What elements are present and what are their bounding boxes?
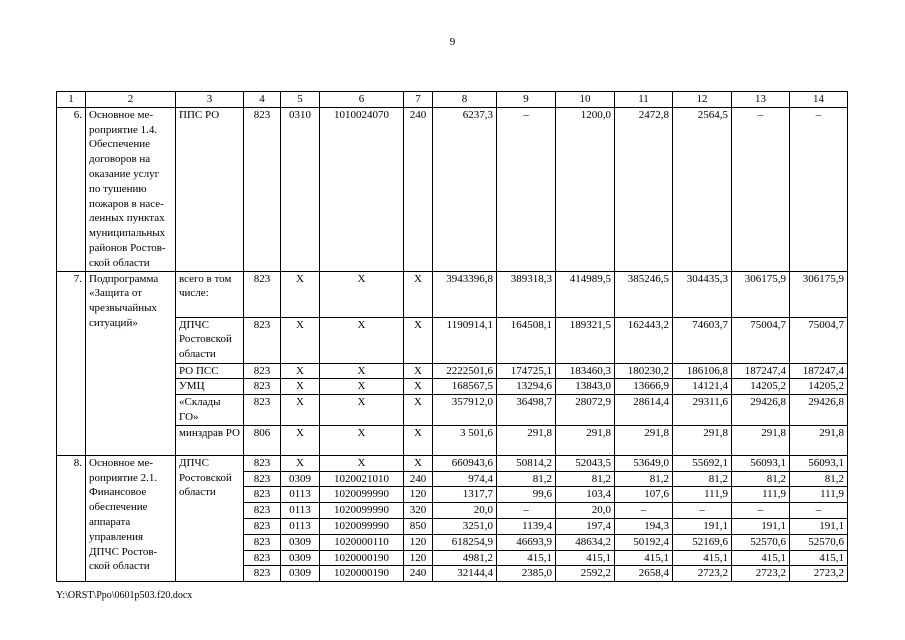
value-cell: 75004,7 (790, 317, 848, 363)
activity-name: Основное ме-роприятие 2.1. Финансовое обеспечение аппарата управления ДПЧС Ростов-ской области (86, 455, 176, 581)
value-cell: Х (320, 395, 404, 426)
value-cell: 52570,6 (732, 534, 790, 550)
value-cell: 14205,2 (790, 379, 848, 395)
value-cell: 240 (404, 107, 433, 271)
column-header: 6 (320, 92, 404, 108)
executor: РО ПСС (176, 363, 244, 379)
value-cell: 414989,5 (556, 271, 615, 317)
value-cell: 2222501,6 (433, 363, 497, 379)
value-cell: 81,2 (556, 471, 615, 487)
value-cell: 823 (244, 471, 281, 487)
executor: минздрав РО (176, 425, 244, 455)
value-cell: Х (320, 271, 404, 317)
table-row (57, 271, 848, 317)
value-cell: 306175,9 (732, 271, 790, 317)
column-header: 10 (556, 92, 615, 108)
column-header: 3 (176, 92, 244, 108)
value-cell: 187247,4 (790, 363, 848, 379)
value-cell: 174725,1 (497, 363, 556, 379)
column-header: 4 (244, 92, 281, 108)
value-cell: 1317,7 (433, 487, 497, 503)
value-cell: 3 501,6 (433, 425, 497, 455)
table-row (57, 425, 848, 455)
value-cell: 240 (404, 566, 433, 582)
value-cell: 32144,4 (433, 566, 497, 582)
value-cell: 0113 (281, 487, 320, 503)
value-cell: 2385,0 (497, 566, 556, 582)
column-header: 9 (497, 92, 556, 108)
value-cell: 180230,2 (615, 363, 673, 379)
value-cell: 385246,5 (615, 271, 673, 317)
value-cell: 823 (244, 550, 281, 566)
value-cell: 111,9 (673, 487, 732, 503)
value-cell: 48634,2 (556, 534, 615, 550)
value-cell: – (497, 107, 556, 271)
executor: «Склады ГО» (176, 395, 244, 426)
value-cell: 1020099990 (320, 518, 404, 534)
table-header-row (57, 92, 848, 108)
table-row (57, 363, 848, 379)
value-cell: Х (281, 271, 320, 317)
column-header: 8 (433, 92, 497, 108)
value-cell: 1190914,1 (433, 317, 497, 363)
value-cell: – (615, 503, 673, 519)
value-cell: 189321,5 (556, 317, 615, 363)
value-cell: 415,1 (615, 550, 673, 566)
value-cell: 164508,1 (497, 317, 556, 363)
value-cell: Х (404, 425, 433, 455)
value-cell: 3251,0 (433, 518, 497, 534)
value-cell: 389318,3 (497, 271, 556, 317)
value-cell: 20,0 (433, 503, 497, 519)
value-cell: 823 (244, 379, 281, 395)
value-cell: Х (281, 379, 320, 395)
value-cell: 850 (404, 518, 433, 534)
value-cell: 304435,3 (673, 271, 732, 317)
value-cell: 415,1 (673, 550, 732, 566)
value-cell: 1020000190 (320, 550, 404, 566)
value-cell: 823 (244, 566, 281, 582)
value-cell: 618254,9 (433, 534, 497, 550)
value-cell: 81,2 (790, 471, 848, 487)
value-cell: 29426,8 (790, 395, 848, 426)
value-cell: 50814,2 (497, 455, 556, 471)
value-cell: 111,9 (790, 487, 848, 503)
value-cell: Х (404, 363, 433, 379)
value-cell: 2472,8 (615, 107, 673, 271)
activity-name: Подпрограмма «Защита от чрезвычайных ситуаций» (86, 271, 176, 455)
value-cell: 56093,1 (790, 455, 848, 471)
value-cell: 13843,0 (556, 379, 615, 395)
value-cell: 56093,1 (732, 455, 790, 471)
value-cell: 3943396,8 (433, 271, 497, 317)
value-cell: 974,4 (433, 471, 497, 487)
value-cell: 2592,2 (556, 566, 615, 582)
value-cell: 120 (404, 550, 433, 566)
value-cell: 823 (244, 503, 281, 519)
value-cell: 0310 (281, 107, 320, 271)
value-cell: 1200,0 (556, 107, 615, 271)
row-number: 8. (57, 455, 86, 581)
activity-name: Основное ме-роприятие 1.4. Обеспечение договоров на оказание услуг по тушению пожаров в насе-ленных пунктах муниципальных районов Ростов-ской области (86, 107, 176, 271)
page-number: 9 (449, 36, 456, 48)
executor: ДПЧС Ростовской области (176, 455, 244, 581)
value-cell: 53649,0 (615, 455, 673, 471)
value-cell: 13294,6 (497, 379, 556, 395)
value-cell: – (790, 107, 848, 271)
value-cell: Х (404, 317, 433, 363)
value-cell: 52169,6 (673, 534, 732, 550)
value-cell: 162443,2 (615, 317, 673, 363)
value-cell: 6237,3 (433, 107, 497, 271)
value-cell: 823 (244, 534, 281, 550)
value-cell: Х (281, 363, 320, 379)
value-cell: 2723,2 (790, 566, 848, 582)
table-row (57, 107, 848, 271)
value-cell: 81,2 (673, 471, 732, 487)
value-cell: 415,1 (790, 550, 848, 566)
column-header: 5 (281, 92, 320, 108)
value-cell: 28072,9 (556, 395, 615, 426)
value-cell: 46693,9 (497, 534, 556, 550)
value-cell: 1020099990 (320, 503, 404, 519)
value-cell: 14205,2 (732, 379, 790, 395)
value-cell: 291,8 (497, 425, 556, 455)
value-cell: 823 (244, 363, 281, 379)
value-cell: – (732, 107, 790, 271)
value-cell: 320 (404, 503, 433, 519)
value-cell: 0309 (281, 471, 320, 487)
value-cell: 291,8 (732, 425, 790, 455)
value-cell: 415,1 (556, 550, 615, 566)
value-cell: Х (404, 271, 433, 317)
value-cell: 2723,2 (673, 566, 732, 582)
value-cell: 823 (244, 487, 281, 503)
value-cell: 55692,1 (673, 455, 732, 471)
value-cell: 291,8 (615, 425, 673, 455)
column-header: 13 (732, 92, 790, 108)
value-cell: Х (320, 425, 404, 455)
value-cell: 183460,3 (556, 363, 615, 379)
value-cell: 52043,5 (556, 455, 615, 471)
value-cell: – (673, 503, 732, 519)
executor: всего в том числе: (176, 271, 244, 317)
table-row (57, 395, 848, 426)
column-header: 11 (615, 92, 673, 108)
value-cell: 1020000190 (320, 566, 404, 582)
value-cell: 1139,4 (497, 518, 556, 534)
table-row (57, 455, 848, 471)
table-row (57, 379, 848, 395)
column-header: 12 (673, 92, 732, 108)
value-cell: 823 (244, 317, 281, 363)
value-cell: 20,0 (556, 503, 615, 519)
value-cell: 81,2 (615, 471, 673, 487)
value-cell: 81,2 (732, 471, 790, 487)
value-cell: 291,8 (790, 425, 848, 455)
value-cell: 823 (244, 395, 281, 426)
value-cell: Х (281, 455, 320, 471)
value-cell: Х (320, 317, 404, 363)
value-cell: 240 (404, 471, 433, 487)
file-path-footer: Y:\ORST\Ppo\0601p503.f20.docx (56, 590, 193, 601)
value-cell: Х (404, 395, 433, 426)
value-cell: 306175,9 (790, 271, 848, 317)
value-cell: Х (320, 379, 404, 395)
value-cell: 29311,6 (673, 395, 732, 426)
executor: ДПЧС Ростовской области (176, 317, 244, 363)
value-cell: 357912,0 (433, 395, 497, 426)
value-cell: 99,6 (497, 487, 556, 503)
value-cell: 823 (244, 455, 281, 471)
value-cell: 0309 (281, 566, 320, 582)
value-cell: 28614,4 (615, 395, 673, 426)
value-cell: 291,8 (673, 425, 732, 455)
value-cell: 823 (244, 271, 281, 317)
column-header: 14 (790, 92, 848, 108)
value-cell: – (790, 503, 848, 519)
value-cell: Х (320, 363, 404, 379)
value-cell: 1020021010 (320, 471, 404, 487)
value-cell: Х (281, 317, 320, 363)
value-cell: Х (281, 395, 320, 426)
value-cell: 291,8 (556, 425, 615, 455)
value-cell: 0309 (281, 534, 320, 550)
value-cell: 806 (244, 425, 281, 455)
value-cell: 29426,8 (732, 395, 790, 426)
column-header: 7 (404, 92, 433, 108)
value-cell: 74603,7 (673, 317, 732, 363)
value-cell: Х (404, 455, 433, 471)
value-cell: 197,4 (556, 518, 615, 534)
value-cell: 36498,7 (497, 395, 556, 426)
column-header: 1 (57, 92, 86, 108)
value-cell: 1010024070 (320, 107, 404, 271)
value-cell: 111,9 (732, 487, 790, 503)
value-cell: 187247,4 (732, 363, 790, 379)
executor: ППС РО (176, 107, 244, 271)
value-cell: 13666,9 (615, 379, 673, 395)
value-cell: 191,1 (732, 518, 790, 534)
value-cell: 52570,6 (790, 534, 848, 550)
value-cell: 191,1 (790, 518, 848, 534)
value-cell: 50192,4 (615, 534, 673, 550)
value-cell: 2564,5 (673, 107, 732, 271)
value-cell: 191,1 (673, 518, 732, 534)
value-cell: 0113 (281, 518, 320, 534)
value-cell: – (732, 503, 790, 519)
value-cell: 415,1 (732, 550, 790, 566)
value-cell: 4981,2 (433, 550, 497, 566)
value-cell: 103,4 (556, 487, 615, 503)
row-number: 7. (57, 271, 86, 455)
column-header: 2 (86, 92, 176, 108)
value-cell: Х (281, 425, 320, 455)
value-cell: 81,2 (497, 471, 556, 487)
value-cell: 0113 (281, 503, 320, 519)
value-cell: 14121,4 (673, 379, 732, 395)
value-cell: 75004,7 (732, 317, 790, 363)
value-cell: Х (320, 455, 404, 471)
value-cell: 2658,4 (615, 566, 673, 582)
value-cell: 2723,2 (732, 566, 790, 582)
value-cell: 823 (244, 518, 281, 534)
value-cell: 107,6 (615, 487, 673, 503)
value-cell: – (497, 503, 556, 519)
value-cell: 120 (404, 487, 433, 503)
value-cell: 1020099990 (320, 487, 404, 503)
value-cell: 186106,8 (673, 363, 732, 379)
row-number: 6. (57, 107, 86, 271)
value-cell: 194,3 (615, 518, 673, 534)
value-cell: 120 (404, 534, 433, 550)
budget-table (56, 91, 848, 582)
value-cell: 415,1 (497, 550, 556, 566)
value-cell: 168567,5 (433, 379, 497, 395)
table-row (57, 317, 848, 363)
value-cell: 0309 (281, 550, 320, 566)
value-cell: 823 (244, 107, 281, 271)
value-cell: 1020000110 (320, 534, 404, 550)
value-cell: Х (404, 379, 433, 395)
value-cell: 660943,6 (433, 455, 497, 471)
executor: УМЦ (176, 379, 244, 395)
